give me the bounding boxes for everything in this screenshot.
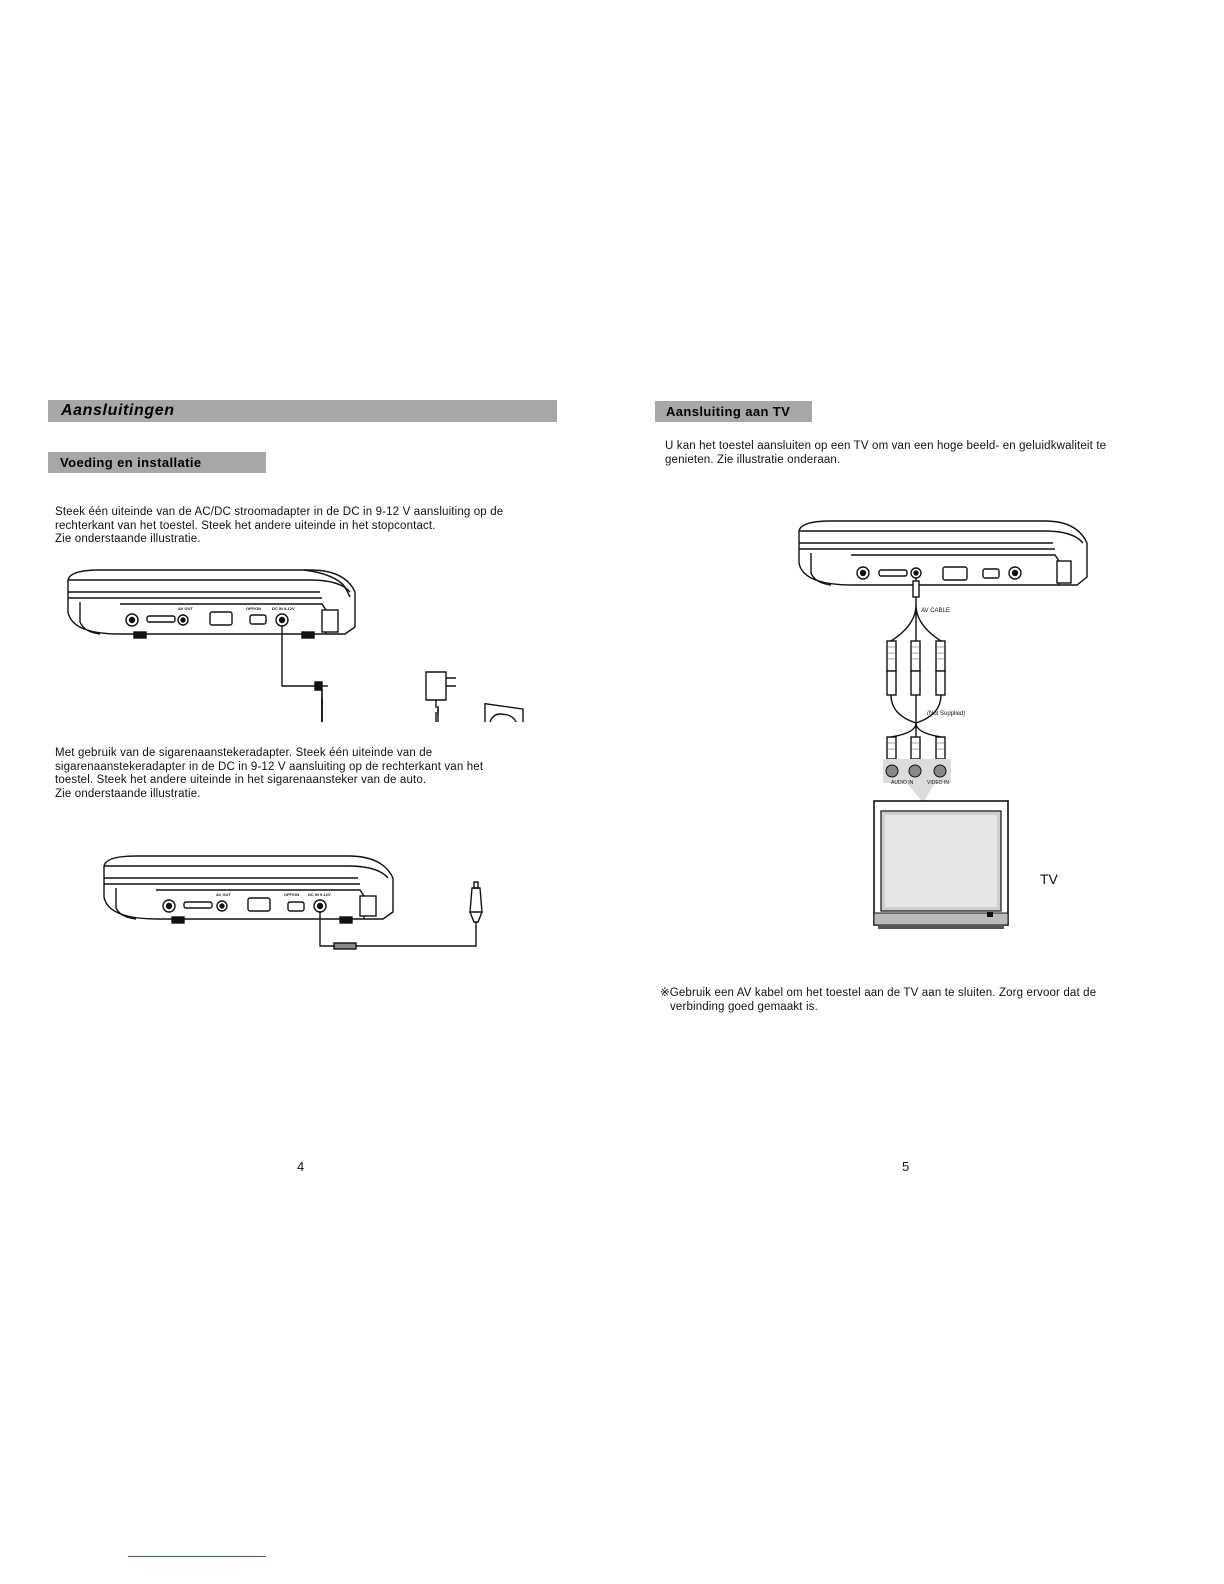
text-line: verbinding goed gemaakt is. (660, 1000, 818, 1013)
page-number-right: 5 (902, 1159, 910, 1174)
paragraph-car-adapter (55, 747, 483, 801)
text-line: Zie onderstaande illustratie. (55, 533, 201, 545)
not-supplied-label: (Not Supplied) (927, 711, 966, 717)
tv-label: TV (1040, 871, 1058, 887)
paragraph-tv-intro (665, 440, 1106, 467)
text-line: Met gebruik van de sigarenaanstekeradapter. Steek één uiteinde van de (55, 747, 433, 759)
av-out-label: AV OUT (178, 606, 193, 611)
ac-adapter-illustration (60, 562, 540, 722)
text-line: ※Gebruik een AV kabel om het toestel aan de TV aan te sluiten. Zorg ervoor dat de (660, 987, 1097, 999)
dc-in-label: DC IN 9-12V (308, 892, 331, 897)
section-title-tv-connection: Aansluiting aan TV (655, 401, 812, 422)
text-line: genieten. Zie illustratie onderaan. (665, 453, 841, 466)
off-on-label: OFF/ON (284, 892, 300, 897)
tv-set (874, 801, 1008, 929)
off-on-label: OFF/ON (246, 606, 262, 611)
av-out-label: AV OUT (216, 892, 231, 897)
dc-in-label: DC IN 9-12V (272, 606, 295, 611)
audio-in-label: AUDIO IN (891, 780, 914, 786)
text-line: U kan het toestel aansluiten op een TV om van een hoge beeld- en geluidkwaliteit te (665, 440, 1107, 452)
car-adapter-illustration (98, 852, 498, 962)
av-cable-label: AV CABLE (921, 608, 950, 614)
tv-connection-diagram (795, 515, 1115, 935)
section-title-aansluitingen: Aansluitingen (48, 400, 557, 422)
subsection-title-voeding: Voeding en installatie (48, 452, 266, 473)
video-in-label: VIDEO IN (927, 780, 949, 786)
text-line: rechterkant van het toestel. Steek het andere uiteinde in het stopcontact. (55, 519, 436, 532)
text-line: toestel. Steek het andere uiteinde in het sigarenaansteker van de auto. (55, 774, 427, 786)
bottom-rule (128, 1556, 266, 1557)
text-line: Zie onderstaande illustratie. (55, 787, 201, 800)
text-line: Steek één uiteinde van de AC/DC stroomadapter in de DC in 9-12 V aansluiting op de (55, 506, 504, 518)
text-line: sigarenaanstekeradapter in de DC in 9-12 V aansluiting op de rechterkant van het (55, 760, 484, 773)
page-number-left: 4 (297, 1159, 305, 1174)
note-av-cable (660, 987, 1096, 1014)
paragraph-power-adapter (55, 506, 503, 547)
